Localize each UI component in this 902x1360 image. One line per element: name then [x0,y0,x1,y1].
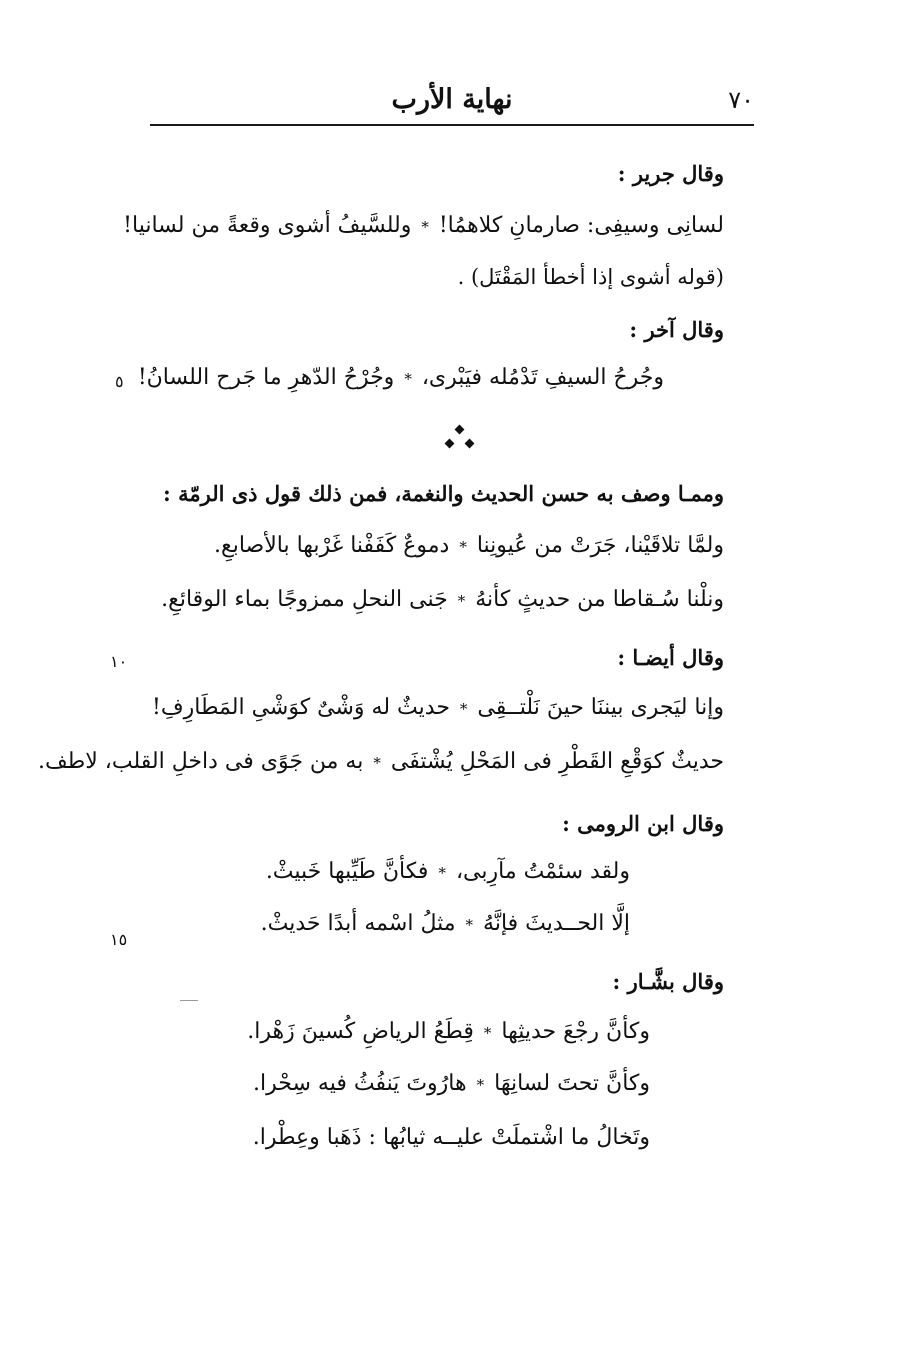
verse-10-hemistich-1: وكأنَّ تحتَ لسانِهَا [494,1071,650,1096]
verse-3-hemistich-1: ولمَّا تلاقَيْنا، جَرَتْ من عُيونِنا [476,533,724,558]
verse-1 [123,212,724,241]
intro-also: وقال أيضـا : [617,645,724,670]
intro-other: وقال آخر : [629,317,724,342]
verse-5-hemistich-2: حديثٌ له وَشْىٌ كوَشْىِ المَطَارِفِ! [152,695,450,720]
page-header [150,80,754,120]
verse-4 [161,586,724,615]
intro-ibn-al-rumi: وقال ابن الرومى : [562,811,724,836]
verse-4-hemistich-2: جَنى النحلِ ممزوجًا بماء الوقائعِ. [161,587,448,612]
verse-separator: * [459,700,468,718]
verse-3 [214,532,724,561]
verse-separator: * [459,538,467,556]
verse-8-hemistich-2: مثلُ اسْمه أبدًا حَديثْ. [260,911,456,936]
verse-11-hemistich-2: : ذَهَبا وعِطْرا. [252,1125,376,1150]
margin-line-number-5: ٥ [115,372,124,391]
verse-separator: * [404,370,412,388]
verse-6-hemistich-2: به من جَوًى فى داخلِ القلب، لاطف. [37,749,364,774]
running-title: نهاية الأرب [391,84,513,115]
verse-separator: * [476,1076,485,1094]
verse-2 [138,364,664,393]
verse-separator: * [457,592,466,610]
verse-2-hemistich-2: وجُرْحُ الدّهرِ ما جَرح اللسانُ! [137,365,395,390]
page-number: ٧٠ [728,86,754,114]
margin-line-number-10: ١٠ [110,652,128,671]
verse-9 [247,1018,650,1047]
verse-3-hemistich-2: دموعٌ كَفَفْنا غَرْبها بالأصابعِ. [214,533,450,558]
verse-6-hemistich-1: حديثٌ كوَقْعِ القَطْرِ فى المَحْلِ يُشْتفَى [390,749,724,774]
verse-1-hemistich-1: لسانِى وسيفِى: صارمانِ كلاهمُا! [438,213,724,238]
verse-7-hemistich-2: فكأنَّ طَيِّبها خَبيثْ. [265,859,429,884]
verse-7 [266,858,630,887]
verse-10-hemistich-2: هارُوتَ يَنفُثُ فيه سِحْرا. [253,1071,467,1096]
verse-separator: * [465,916,474,934]
verse-10 [253,1070,650,1099]
verse-separator: * [483,1024,492,1042]
header-rule [150,124,754,126]
stray-mark [180,1000,198,1001]
verse-8-hemistich-1: إلَّا الحــديثَ فإنَّهُ [483,911,630,936]
verse-9-hemistich-2: قِطَعُ الرياضِ كُسينَ زَهْرا. [247,1019,474,1044]
verse-11 [253,1124,650,1153]
verse-6 [38,748,724,777]
verse-8 [261,910,630,939]
intro-jarir: وقال جرير : [617,161,724,186]
verse-9-hemistich-1: وكأنَّ رجْعَ حديثِها [501,1019,650,1044]
margin-line-number-15: ١٥ [110,930,128,949]
section-intro-dhu-al-rumma: وممـا وصف به حسن الحديث والنغمة، فمن ذلك قول ذى الرمّة : [163,481,724,506]
intro-bashshar: وقال بشَّـار : [612,969,724,994]
verse-separator: * [438,864,446,882]
verse-1-hemistich-2: وللسَّيفُ أشوى وقعةً من لسانيا! [123,213,412,238]
verse-2-hemistich-1: وجُرحُ السيفِ تَدْمُله فيَبْرى، [421,365,664,390]
verse-5-hemistich-1: وإنا ليَجرى بيننَا حينَ نَلْتــقِى [477,695,724,720]
verse-5 [152,694,724,723]
verse-4-hemistich-1: ونلْنا سُـقاطا من حديثٍ كأنهُ [475,587,724,612]
verse-7-hemistich-1: ولقد سئمْتُ مآرِبى، [455,859,630,884]
verse-separator: * [421,218,429,236]
diamond-triple-ornament-icon [440,422,480,462]
verse-separator: * [373,754,381,772]
gloss-line: (قوله أشوى إذا أخطأ المَقْتَل) . [457,265,724,289]
verse-11-hemistich-1: وتَخالُ ما اشْتملَتْ عليــه ثيابُها [382,1125,650,1150]
